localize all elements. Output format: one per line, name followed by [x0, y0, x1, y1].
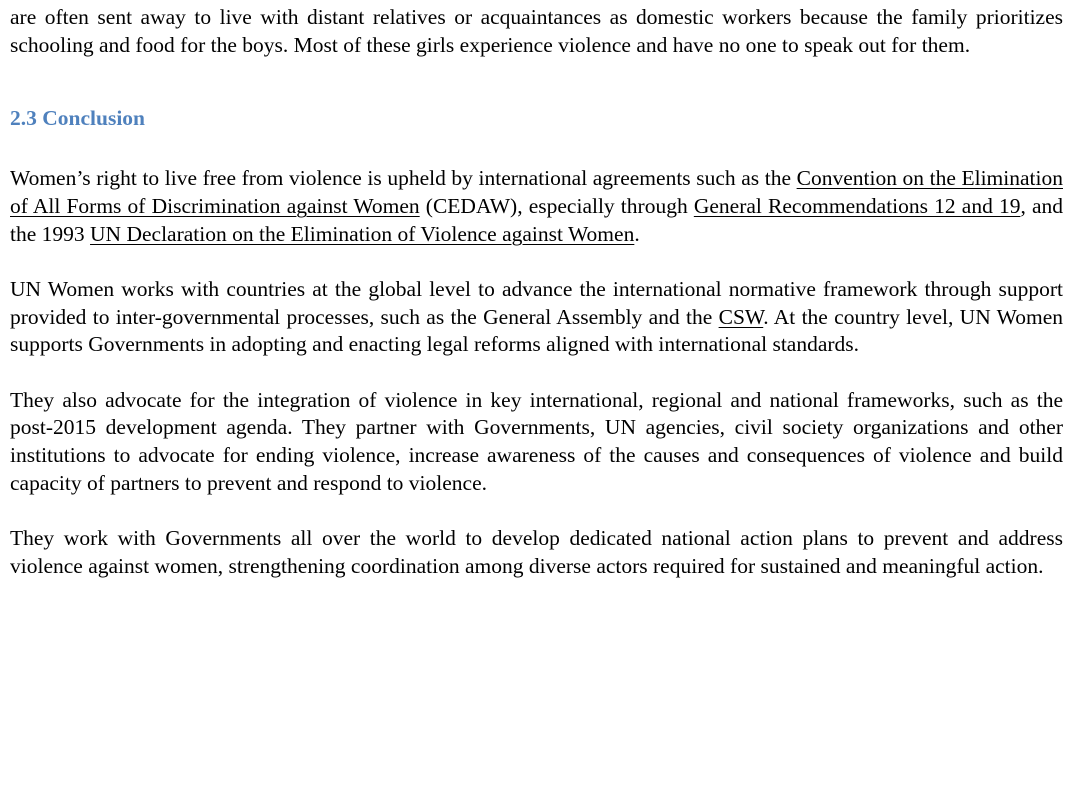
- general-recommendations-link[interactable]: General Recommendations 12 and 19: [693, 193, 1021, 218]
- paragraph-advocacy: They also advocate for the integration of violence in key international, regional and national frameworks, such as the post-2015 development agenda. They partner with Governments, UN agencies, civil society organizations and other institutions to advocate for ending violence, increase awareness of the causes and consequences of violence and build capacity of partners to prevent and respond to violence.: [10, 387, 1063, 495]
- section-heading: 2.3 Conclusion: [10, 106, 146, 131]
- intro-paragraph: are often sent away to live with distant relatives or acquaintances as domestic workers because the family prioritizes schooling and food for the boys. Most of these girls experience violence and have no one to speak out for them.: [10, 5, 1063, 57]
- paragraph-text: UN Women works with countries at the global level to advance the international normative framework through support provided to inter-governmental processes, such as the General Assembly and the: [10, 276, 1063, 329]
- paragraph-text: , and the 1993: [10, 193, 1064, 246]
- csw-link[interactable]: CSW: [718, 304, 764, 329]
- paragraph-international-agreements: [10, 165, 1063, 248]
- paragraph-text: (CEDAW), especially through: [419, 193, 694, 218]
- document-page: [10, 4, 1063, 581]
- un-declaration-link[interactable]: UN Declaration on the Elimination of Violence against Women: [90, 221, 635, 246]
- cedaw-link[interactable]: Convention on the Elimination of All Forms of Discrimination against Women: [10, 166, 1063, 218]
- paragraph-text: . At the country level, UN Women supports Governments in adopting and enacting legal reforms aligned with international standards.: [10, 304, 1063, 357]
- paragraph-text: Women’s right to live free from violence is upheld by international agreements such as the: [10, 166, 797, 191]
- paragraph-national-action-plans: They work with Governments all over the world to develop dedicated national action plans to prevent and address violence against women, strengthening coordination among diverse actors required for sustained and meaningful action.: [10, 526, 1063, 578]
- paragraph-un-women-global: [10, 276, 1063, 359]
- paragraph-text: .: [634, 221, 640, 246]
